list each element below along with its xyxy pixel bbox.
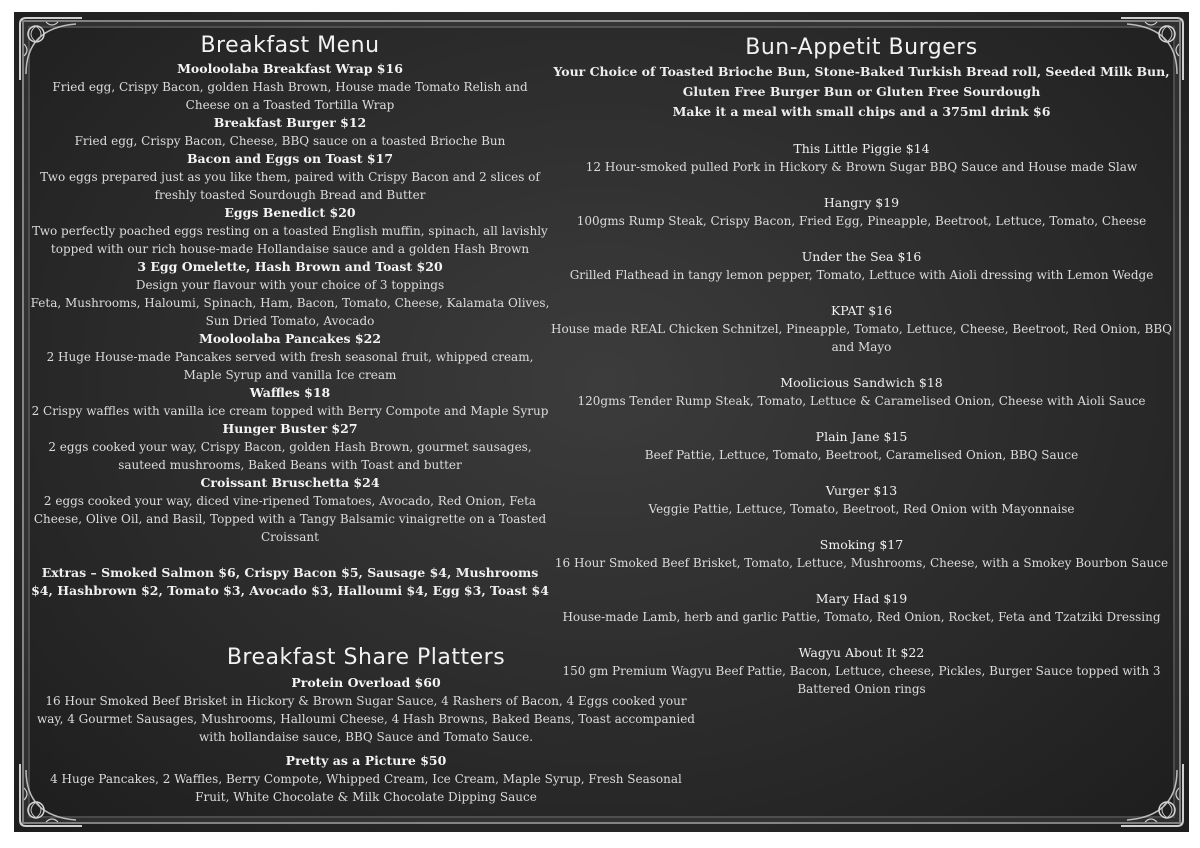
menu-item bbox=[549, 482, 1174, 518]
chalkboard-menu bbox=[14, 12, 1189, 832]
menu-item bbox=[30, 474, 550, 546]
menu-item-desc: Grilled Flathead in tangy lemon pepper, Tomato, Lettuce with Aioli dressing with Lemon Wedge bbox=[569, 268, 1154, 282]
platters-title: Breakfast Share Platters bbox=[226, 645, 506, 670]
menu-item-name: Vurger $13 bbox=[825, 483, 898, 498]
menu-item bbox=[549, 194, 1174, 230]
menu-item-name: Mooloolaba Pancakes $22 bbox=[198, 331, 382, 346]
menu-item-name: KPAT $16 bbox=[830, 303, 893, 318]
menu-item-desc: 4 Huge Pancakes, 2 Waffles, Berry Compote, Whipped Cream, Ice Cream, Maple Syrup, Fresh Seasonal Fruit, White Chocolate & Milk Chocolate Dipping Sauce bbox=[50, 772, 682, 804]
menu-item-name: Hunger Buster $27 bbox=[222, 421, 358, 436]
menu-item-desc: 2 eggs cooked your way, Crispy Bacon, golden Hash Brown, gourmet sausages, sauteed mushrooms, Baked Beans with Toast and butter bbox=[48, 440, 532, 472]
menu-item-name: Mary Had $19 bbox=[815, 591, 908, 606]
menu-item bbox=[30, 204, 550, 258]
menu-item bbox=[549, 248, 1174, 284]
menu-item-desc: Fried egg, Crispy Bacon, golden Hash Brown, House made Tomato Relish and Cheese on a Toasted Tortilla Wrap bbox=[52, 80, 528, 112]
menu-item bbox=[30, 420, 550, 474]
menu-item-desc: 120gms Tender Rump Steak, Tomato, Lettuce & Caramelised Onion, Cheese with Aioli Sauce bbox=[577, 394, 1146, 408]
menu-item-desc: Veggie Pattie, Lettuce, Tomato, Beetroot, Red Onion with Mayonnaise bbox=[648, 502, 1075, 516]
menu-item-name: Moolicious Sandwich $18 bbox=[780, 375, 943, 390]
menu-item-name: Eggs Benedict $20 bbox=[224, 205, 356, 220]
menu-item bbox=[549, 140, 1174, 176]
burgers-column bbox=[549, 34, 1174, 698]
menu-item bbox=[549, 302, 1174, 356]
menu-item-name: Mooloolaba Breakfast Wrap $16 bbox=[177, 61, 403, 76]
menu-item bbox=[30, 150, 550, 204]
menu-item-desc: 100gms Rump Steak, Crispy Bacon, Fried Egg, Pineapple, Beetroot, Lettuce, Tomato, Cheese bbox=[576, 214, 1147, 228]
menu-item bbox=[549, 374, 1174, 410]
extras-line: Extras – Smoked Salmon $6, Crispy Bacon $5, Sausage $4, Mushrooms $4, Hashbrown $2, Tomato $3, Avocado $3, Halloumi $4, Egg $3, Toast $4 bbox=[31, 565, 549, 598]
burgers-title: Bun-Appetit Burgers bbox=[745, 35, 978, 60]
menu-item-name: Under the Sea $16 bbox=[801, 249, 922, 264]
menu-item bbox=[549, 536, 1174, 572]
menu-item-desc: 2 Crispy waffles with vanilla ice cream topped with Berry Compote and Maple Syrup bbox=[31, 404, 549, 418]
menu-item-desc: House-made Lamb, herb and garlic Pattie, Tomato, Red Onion, Rocket, Feta and Tzatziki Dressing bbox=[562, 610, 1161, 624]
menu-item-name: Waffles $18 bbox=[249, 385, 331, 400]
menu-item-name: Breakfast Burger $12 bbox=[213, 115, 367, 130]
menu-item-name: Protein Overload $60 bbox=[291, 675, 441, 690]
menu-item-name: Smoking $17 bbox=[819, 537, 904, 552]
breakfast-column bbox=[30, 32, 550, 600]
menu-item-name: This Little Piggie $14 bbox=[793, 141, 930, 156]
menu-item-desc: Design your flavour with your choice of 3 toppings Feta, Mushrooms, Haloumi, Spinach, Ham, Bacon, Tomato, Cheese, Kalamata Olives, Sun Dried Tomato, Avocado bbox=[30, 278, 550, 328]
menu-item-name: Bacon and Eggs on Toast $17 bbox=[186, 151, 394, 166]
bun-choice-text: Your Choice of Toasted Brioche Bun, Stone-Baked Turkish Bread roll, Seeded Milk Bun, Gluten Free Burger Bun or Gluten Free Sourdough bbox=[553, 64, 1170, 99]
menu-item-name: 3 Egg Omelette, Hash Brown and Toast $20 bbox=[137, 259, 443, 274]
menu-item bbox=[30, 330, 550, 384]
menu-item-name: Wagyu About It $22 bbox=[798, 645, 925, 660]
menu-item-name: Hangry $19 bbox=[823, 195, 900, 210]
meal-deal-text: Make it a meal with small chips and a 375ml drink $6 bbox=[672, 104, 1051, 119]
menu-item bbox=[549, 590, 1174, 626]
menu-item bbox=[30, 258, 550, 330]
menu-item bbox=[30, 384, 550, 420]
menu-item-desc: Two perfectly poached eggs resting on a toasted English muffin, spinach, all lavishly topped with our rich house-made Hollandaise sauce and a golden Hash Brown bbox=[32, 224, 548, 256]
menu-item-desc: House made REAL Chicken Schnitzel, Pineapple, Tomato, Lettuce, Cheese, Beetroot, Red Onion, BBQ and Mayo bbox=[550, 322, 1172, 354]
menu-item-name: Pretty as a Picture $50 bbox=[285, 753, 447, 768]
menu-item-desc: 16 Hour Smoked Beef Brisket in Hickory & Brown Sugar Sauce, 4 Rashers of Bacon, 4 Eggs cooked your way, 4 Gourmet Sausages, Mushrooms, Halloumi Cheese, 4 Hash Browns, Baked Beans, Toast accompanied with hollandaise sauce, BBQ Sauce and Tomato Sauce. bbox=[36, 694, 695, 744]
menu-item-desc: 2 Huge House-made Pancakes served with fresh seasonal fruit, whipped cream, Maple Syrup and vanilla Ice cream bbox=[46, 350, 534, 382]
corner-ornament-icon bbox=[1117, 760, 1187, 830]
menu-item-desc: 12 Hour-smoked pulled Pork in Hickory & Brown Sugar BBQ Sauce and House made Slaw bbox=[585, 160, 1138, 174]
menu-item-desc: 2 eggs cooked your way, diced vine-ripened Tomatoes, Avocado, Red Onion, Feta Cheese, Olive Oil, and Basil, Topped with a Tangy Balsamic vinaigrette on a Toasted Croissant bbox=[33, 494, 547, 544]
breakfast-title: Breakfast Menu bbox=[200, 33, 380, 58]
menu-item-desc: Fried egg, Crispy Bacon, Cheese, BBQ sauce on a toasted Brioche Bun bbox=[74, 134, 506, 148]
menu-item bbox=[549, 644, 1174, 698]
menu-item-desc: Two eggs prepared just as you like them, paired with Crispy Bacon and 2 slices of freshly toasted Sourdough Bread and Butter bbox=[40, 170, 540, 202]
menu-item-name: Plain Jane $15 bbox=[815, 429, 908, 444]
menu-item bbox=[36, 752, 696, 806]
menu-item-desc: 150 gm Premium Wagyu Beef Pattie, Bacon, Lettuce, cheese, Pickles, Burger Sauce topped with 3 Battered Onion rings bbox=[562, 664, 1161, 696]
menu-item-desc: Beef Pattie, Lettuce, Tomato, Beetroot, Caramelised Onion, BBQ Sauce bbox=[644, 448, 1079, 462]
menu-item bbox=[30, 114, 550, 150]
menu-item bbox=[549, 428, 1174, 464]
menu-item-desc: 16 Hour Smoked Beef Brisket, Tomato, Lettuce, Mushrooms, Cheese, with a Smokey Bourbon Sauce bbox=[554, 556, 1169, 570]
menu-item bbox=[30, 60, 550, 114]
menu-item-name: Croissant Bruschetta $24 bbox=[200, 475, 380, 490]
